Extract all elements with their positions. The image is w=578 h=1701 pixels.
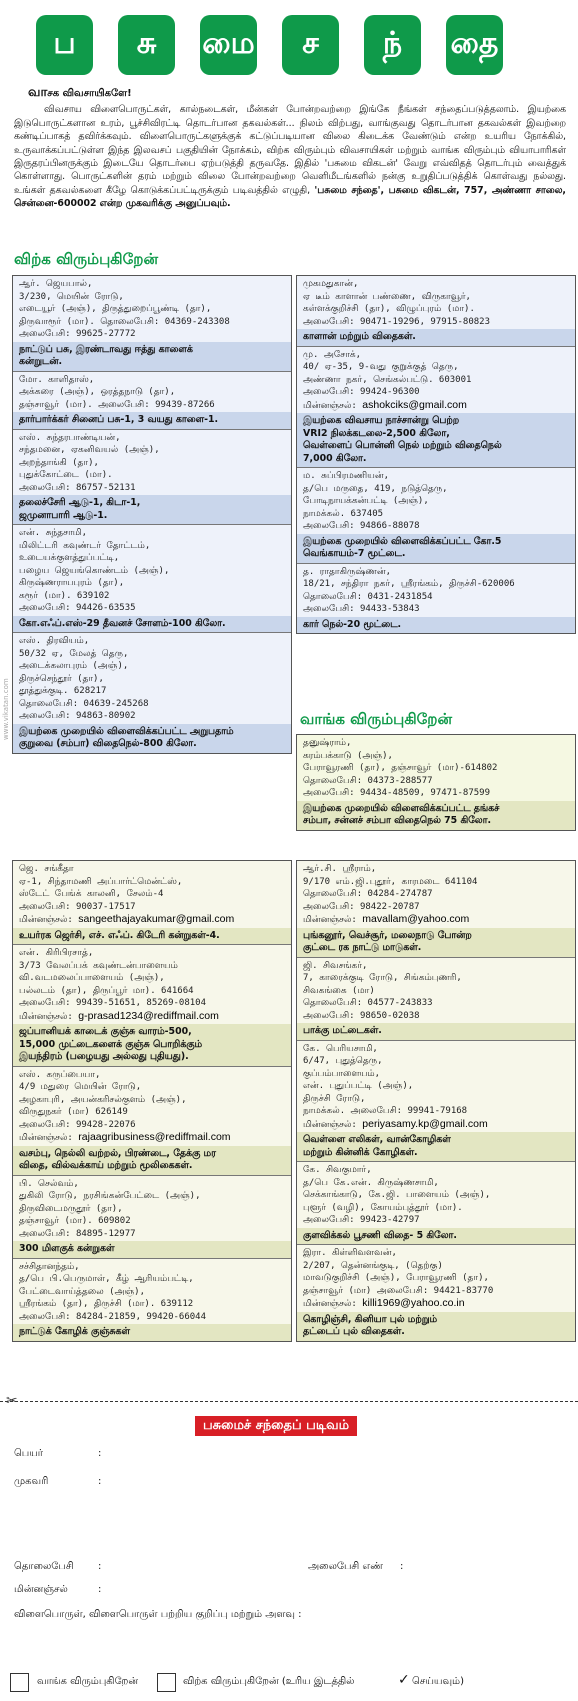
contact-details (13, 945, 291, 1024)
contact-text: என். சுந்தசாமி, மிலிட்டரி கவுண்டர் தோட்டம், உடையக்குளத்துப்பட்டி, பழைய ஜெயங்கொண்டம் (அஞ்), கிருஷ்ணராயபுரம் (தா), கரூர் (மா). 639102 அலைபேசி: 94426-63535 (19, 528, 170, 613)
masthead-letter: மை (200, 15, 257, 75)
listing-item: தார்பார்க்கர் சினைப் பசு-1, 3 வயது காளை-1. (13, 412, 291, 429)
listing-item: பாக்கு மட்டைகள். (297, 1023, 575, 1040)
tick-note: செய்யவும்) (412, 1676, 464, 1687)
contact-details (297, 468, 575, 534)
contact-details (13, 430, 291, 496)
masthead-letter: ச (282, 15, 339, 75)
contact-text: தனுஷ்ராம், கரம்பக்காடு (அஞ்), பேராவூரணி (தா), தஞ்சாவூர் (மா)-614802 தொலைபேசி: 04373-288577 அலைபேசி: 94434-48509, 97471-87599 (303, 738, 498, 798)
email-label: மின்னஞ்சல் (14, 1584, 68, 1595)
email-address[interactable]: sangeethajayakumar@gmail.com (78, 913, 235, 925)
mobile-label: அலைபேசி எண் (308, 1561, 383, 1572)
listing-item: புங்கனூர், வெச்சூர், மலைநாடு போன்ற குட்டை ரக நாட்டு மாடுகள். (297, 928, 575, 957)
listing-entry (13, 1175, 291, 1258)
contact-details (13, 372, 291, 413)
buy-checkbox[interactable] (10, 1673, 29, 1692)
contact-details (297, 564, 575, 617)
email-address[interactable]: periyasamy.kp@gmail.com (362, 1117, 488, 1130)
listing-entry (297, 861, 575, 957)
listing-item: குளவிக்கல் பூசணி விதை- 5 கிலோ. (297, 1228, 575, 1245)
contact-text: எஸ். கருப்பையா, 4/9 மதுரை மெயின் ரோடு, அழகாபுரி, அயன்கரிசல்குளம் (அஞ்), விருதுநகர் (மா) 626149 அலைபேசி: 99428-22076 மின்னஞ்சல்: (19, 1069, 187, 1143)
contact-details (297, 1162, 575, 1228)
scissors-icon: ✂ (6, 1393, 18, 1409)
email-address[interactable]: killi1969@yahoo.co.in (362, 1297, 465, 1309)
contact-text: த. ராதாகிருஷ்ணன், 18/21, சந்திரா நகர், ஸ்ரீரங்கம், திருச்சி-620006 தொலைபேசி: 0431-2431854 அலைபேசி: 94433-53843 (303, 566, 515, 614)
postal-address: 'பசுமை சந்தை', பசுமை விகடன், 757, அண்ணா சாலை, சென்னை-600002 (14, 184, 566, 210)
sell-left-column (12, 275, 292, 754)
sell-heading: விற்க விரும்புகிறேன் (14, 250, 158, 268)
contact-details (297, 1041, 575, 1133)
listing-item: ஜப்பானியக் காடைக் குஞ்சு வாரம்-500, 15,000 முட்டைகளைக் குஞ்சு பொறிக்கும் இயந்திரம் (பழையது அல்லது புதியது). (13, 1024, 291, 1066)
listing-item: கொழிஞ்சி, கினியா புல் மற்றும் தட்டைப் புல் விதைகள். (297, 1312, 575, 1341)
contact-details (297, 347, 575, 414)
contact-text: மு. அசோக், 40/ ஏ-35, 9-வது குறுக்குத் தெரு, அண்ணா நகர், செங்கல்பட்டு. 603001 அலைபேசி: 99424-96300 மின்னஞ்சல்: (303, 349, 472, 411)
listing-entry (297, 467, 575, 563)
name-label: பெயர் (14, 1448, 44, 1459)
listing-entry (13, 276, 291, 371)
listing-item: இயற்கை முறையில் விளைவிக்கப்பட்ட கோ.5 வெங்காயம்-7 மூட்டை. (297, 534, 575, 563)
contact-text: என். கிரிபிரசாத், 3/73 வேலப்பக் கவுண்டன்பாளையம் வி.வடமலைப்பாளையம் (அஞ்), பல்லடம் (தா), திருப்பூர் மா). 641664 அலைபேசி: 99439-51651, 85269-08104 மின்னஞ்சல்: (19, 948, 207, 1022)
contact-details (13, 861, 291, 928)
contact-details (13, 1176, 291, 1242)
listing-entry (13, 1258, 291, 1341)
listing-item: 300 மிளகுக் கன்றுகள் (13, 1241, 291, 1258)
contact-details (13, 1259, 291, 1325)
buy-heading: வாங்க விரும்புகிறேன் (300, 710, 453, 728)
colon: : (400, 1561, 404, 1572)
contact-details (297, 958, 575, 1024)
listing-item: நாட்டுப் பசு, இரண்டாவது ஈத்து காளைக் கன்றுடன். (13, 342, 291, 371)
contact-text: முகமதுகான், ஏ டீம் காளான் பண்ணை, விருகாவூர், கள்ளக்குறிச்சி (தா), விழுப்புரம் (மா). அலைபேசி: 90471-19296, 97915-80823 (303, 279, 491, 327)
contact-details (13, 525, 291, 616)
email-address[interactable]: ashokciks@gmail.com (362, 398, 467, 411)
form-title: பசுமைச் சந்தைப் படிவம் (195, 1416, 357, 1436)
listing-item: கோ.எஃப்.எஸ்-29 தீவனச் சோளம்-100 கிலோ. (13, 616, 291, 633)
phone-label: தொலைபேசி (14, 1561, 74, 1572)
colon: : (98, 1476, 102, 1487)
contact-text: கே. பெரியசாமி, 6/47, புதுத்தெரு, குப்பம்பாளையம், என். புதுப்பட்டி (அஞ்), திருச்சி ரோடு, நாமக்கல். அலைபேசி: 99941-79168 மின்னஞ்சல்: (303, 1043, 468, 1130)
listing-entry (13, 861, 291, 944)
cut-line (0, 1401, 578, 1402)
listing-entry (13, 524, 291, 632)
contact-text: எஸ். சுந்தரபாண்டியன், சந்தமனை, ஏகனிவயல் (அஞ்), அறந்தாங்கி (தா), புதுக்கோட்டை (மா). அலைபேசி: 86757-52131 (19, 432, 160, 493)
contact-text: சச்சிதானந்தம், த/பெ பி.பெருமாள், கீழ் ஆரியம்பட்டி, பேட்டைவாய்த்தலை (அஞ்), ஸ்ரீரங்கம் (தா), திருச்சி (மா). 639112 அலைபேசி: 84284-21859, 99420-66044 (19, 1261, 207, 1322)
listing-item: காளான் மற்றும் விதைகள். (297, 329, 575, 346)
contact-details (297, 276, 575, 329)
listing-entry (297, 735, 575, 830)
listing-entry (297, 563, 575, 634)
intro-text (14, 86, 566, 211)
product-label: விளைபொருள், விளைபொருள் பற்றிய குறிப்பு மற்றும் அளவு : (14, 1609, 302, 1620)
sell-right-column (296, 275, 576, 634)
listing-item: தலைச்சேரி ஆடு-1, கிடா-1, ஜமுனாபாரி ஆடு-1. (13, 495, 291, 524)
buy-column (296, 734, 576, 831)
masthead-letter: சு (118, 15, 175, 75)
listing-item: வசம்பு, நெல்லி வற்றல், பிரண்டை, தேக்கு மர விதை, வில்வக்காய் மற்றும் மூலிகைகள். (13, 1146, 291, 1175)
contact-text: கே. சிவகுமார், த/பெ கே.என். கிருஷ்ணசாமி, செக்காங்காடு, கே.ஜி. பாளையம் (அஞ்), புளூர் (வழி), கோயம்புத்தூர் (மா). அலைபேசி: 99423-42797 (303, 1165, 491, 1225)
contact-text: ஆர். ஜெயபால், 3/230, மெயின் ரோடு, எடையூர் (அஞ்), திருத்துறைப்பூண்டி (தா), திருவாரூர் (மா). தொலைபேசி: 04369-243308 அலைபேசி: 99625-27772 (19, 279, 230, 339)
listing-entry (13, 371, 291, 429)
contact-details (297, 1245, 575, 1312)
email-address[interactable]: rajaagribusiness@rediffmail.com (78, 1131, 231, 1143)
contact-text: இரா. கிள்ளிவளவன், 2/207, தென்னங்குடி, (தெற்கு) மாவடுகுறிச்சி (அஞ்), பேராவூரணி (தா), தஞ்சாவூர் (மா) அலைபேசி: 94421-83770 மின்னஞ்சல்: (303, 1248, 494, 1309)
listing-entry (297, 1244, 575, 1341)
contact-details (13, 276, 291, 342)
contact-text: ஆர்.சி. ஸ்ரீராம், 9/170 எம்.ஜி.புதூர், காரமடை 641104 தொலைபேசி: 04284-274787 அலைபேசி: 98422-20787 மின்னஞ்சல்: (303, 864, 478, 925)
listing-entry (13, 944, 291, 1066)
contact-details (13, 633, 291, 724)
listing-item: இயற்கை விவசாய நாச்சான்று பெற்ற VRI2 நிலக்கடலை-2,500 கிலோ, வெள்ளைப் பொன்னி நெல் மற்றும் விதைநெல் 7,000 கிலோ. (297, 413, 575, 467)
masthead-letter: தை (446, 15, 503, 75)
listing-entry (13, 1066, 291, 1175)
watermark: www.vikatan.com (2, 678, 10, 740)
masthead-banner (36, 15, 506, 75)
sell-checkbox[interactable] (157, 1673, 176, 1692)
contact-text: மோ. காளிதாஸ், அக்கரை (அஞ்), ஒரத்தநாடு (தா), தஞ்சாவூர் (மா). அலைபேசி: 99439-87266 (19, 374, 215, 410)
contact-text: எஸ். திரவியம், 50/32 ஏ, மேலத் தெரு, அடைக்கலாபுரம் (அஞ்), திருச்செந்தூர் (தா), தூத்துக்குடி. 628217 தொலைபேசி: 04639-245268 அலைபேசி: 94863-80902 (19, 636, 149, 721)
contact-text: ம. சுப்பிரமணியன், த/பெ மருதை, 419, நடுத்தெரு, போடிநாயக்கன்பட்டி (அஞ்), நாமக்கல். 637405 அலைபேசி: 94866-88078 (303, 471, 448, 531)
address-label: முகவரி (14, 1476, 49, 1487)
contact-text: ஜெ. சங்கீதா ஏ-1, சிந்தாமணி அப்பார்ட்மென்ட்ஸ், ஸ்டேட் பேங்க் காலனி, சேலம்-4 அலைபேசி: 90037-17517 மின்னஞ்சல்: (19, 864, 183, 925)
listing-item: வெள்ளை எலிகள், வான்கோழிகள் மற்றும் கின்னிக் கோழிகள். (297, 1132, 575, 1161)
listing-entry (297, 957, 575, 1040)
listing-item: நாட்டுக் கோழிக் குஞ்சுகள் (13, 1324, 291, 1341)
email-address[interactable]: g-prasad1234@rediffmail.com (78, 1009, 219, 1022)
contact-details (297, 861, 575, 928)
listing-column-bottom-left (12, 860, 292, 1342)
buy-option-label: வாங்க விரும்புகிறேன் (37, 1676, 139, 1687)
email-address[interactable]: mavallam@yahoo.com (362, 913, 470, 925)
colon: : (98, 1448, 102, 1459)
listing-entry (13, 632, 291, 753)
contact-details (297, 735, 575, 801)
masthead-letter: ந் (364, 15, 421, 75)
listing-entry (13, 429, 291, 525)
listing-entry (297, 1040, 575, 1162)
greeting: வாசக விவசாயிகளே! (28, 85, 132, 100)
intro-paragraph: விவசாய விளைபொருட்கள், கால்நடைகள், மீன்கள் போன்றவற்றை இங்கே நீங்கள் சந்தைப்படுத்தலாம். இயற்கை இடுபொருட்களான உரம், பூச்சிவிரட்டி தொடர்பான தகவல்கள்... நிலம் விற்பது, வாங்குவது தொடர்பான தகவல்கள் இவற்றை கண்டிப்பாகத் தவிர்க்கவும். விளைபொருட்களுக்குக் கட்டுப்படியான விலை கிடைக்க வேண்டும் என்ற உயரிய நோக்கில், உருவாக்கப்பட்டுள்ள இந்த இலவசப் பகுதியின் நோக்கம், விற்க விரும்பும் விவசாயிகள் மற்றும் வாங்க விரும்பும் வியாபாரிகள் இருதரப்பினருக்கும் இடையே தொடர்பை ஏற்படுத்தி தருவதே. இதில் 'பசுமை விகடன்' வேறு எவ்விதத் தொடர்பும் வைத்துக் கொள்ளாது. பொருட்களின் தரம் மற்றும் விலை போன்றவற்றை வெளிமீடங்களில் நன்கு உறுதிப்படுத்திக் கொள்வது நல்லது. உங்கள் தகவல்களை கீழே கொடுக்கப்பட்டிருக்கும் படிவத்தில் எழுதி, 'பசுமை சந்தை', பசுமை விகடன், 757, அண்ணா சாலை, சென்னை-600002 என்ற முகவரிக்கு அனுப்பவும். (14, 104, 566, 210)
sell-option-label: விற்க விரும்புகிறேன் (உரிய இடத்தில் (183, 1676, 355, 1687)
masthead-letter: ப (36, 15, 93, 75)
listing-item: இயற்கை முறையில் விளைவிக்கப்பட்ட அறுபதாம் குறுவை (சம்பா) விதைநெல்-800 கிலோ. (13, 724, 291, 753)
tick-icon: ✓ (398, 1672, 410, 1688)
listing-column-bottom-right (296, 860, 576, 1342)
listing-entry (297, 1161, 575, 1244)
listing-item: இயற்கை முறையில் விளைவிக்கப்பட்ட தங்கச் சம்பா, சன்னச் சம்பா விதைநெல் 75 கிலோ. (297, 801, 575, 830)
colon: : (98, 1584, 102, 1595)
listing-item: கார் நெல்-20 மூட்டை. (297, 617, 575, 634)
contact-details (13, 1067, 291, 1146)
contact-text: பி. செல்வம், துகிலி ரோடு, நரசிங்கன்பேட்டை (அஞ்), திருவிடைமருதூர் (தா), தஞ்சாவூர் (மா). 609802 அலைபேசி: 84895-12977 (19, 1178, 201, 1239)
colon: : (98, 1561, 102, 1572)
listing-entry (297, 276, 575, 346)
contact-text: ஜி. சிவசங்கர், 7, காரைக்குடி ரோடு, சிங்கம்புணரி, சிவகங்கை (மா) தொலைபேசி: 04577-243833 அலைபேசி: 98650-02038 (303, 960, 462, 1021)
listing-item: உயர்ரக ஜெர்சி, எச். எஃப். கிடேரி கன்றுகள்-4. (13, 928, 291, 945)
listing-entry (297, 346, 575, 468)
